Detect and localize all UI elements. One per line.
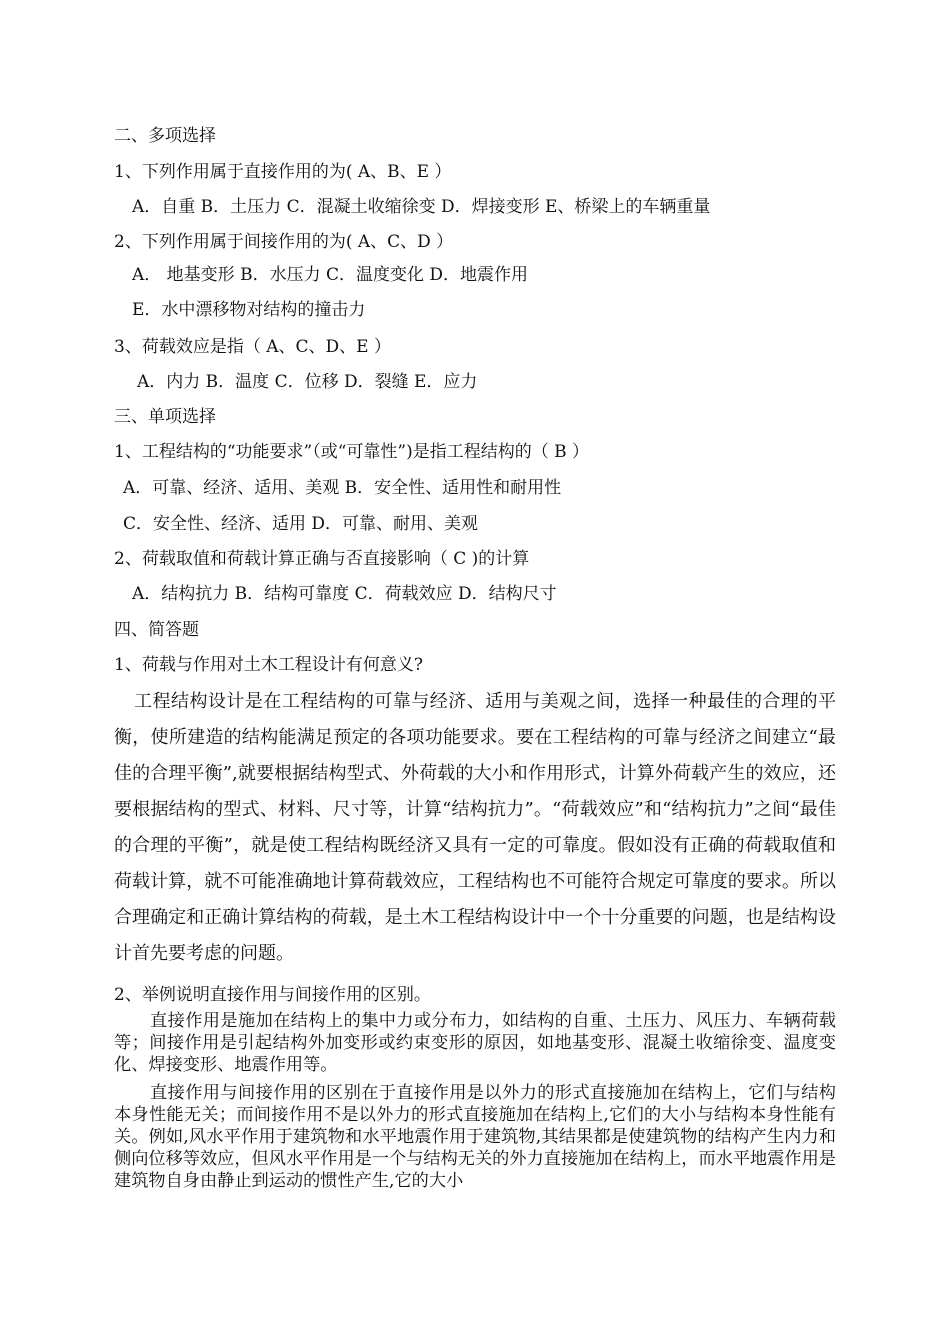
section-heading-single-choice: 三、单项选择 [114,407,216,427]
question-2-multiple: 2、下列作用属于间接作用的为( A、C、D ） [114,232,454,252]
question-1-multiple: 1、下列作用属于直接作用的为( A、B、E ） [114,162,452,182]
question-1-single-options-ab: A．可靠、经济、适用、美观 B．安全性、适用性和耐用性 [123,478,562,498]
question-2-options: A． 地基变形 B．水压力 C．温度变化 D．地震作用 [132,265,529,285]
question-3-options: A．内力 B．温度 C．位移 D．裂缝 E．应力 [137,372,478,392]
question-2-option-e: E．水中漂移物对结构的撞击力 [132,300,366,320]
question-3-multiple: 3、荷载效应是指（ A、C、D、E ） [114,337,391,357]
section-heading-short-answer: 四、简答题 [114,620,199,640]
question-2-single: 2、荷载取值和荷载计算正确与否直接影响（ C )的计算 [114,549,530,569]
short-answer-question-1: 1、荷载与作用对土木工程设计有何意义? [114,655,423,675]
short-answer-question-2: 2、举例说明直接作用与间接作用的区别。 [114,985,431,1005]
section-heading-multiple-choice: 二、多项选择 [114,126,216,146]
answer-2-paragraph-2: 直接作用与间接作用的区别在于直接作用是以外力的形式直接施加在结构上，它们与结构本身性能无关；而间接作用不是以外力的形式直接施加在结构上,它们的大小与结构本身性能有关。例如,风水平作用于建筑物和水平地震作用于建筑物,其结果都是使建筑物的结构产生内力和侧向位移等效应，但风水平作用是一个与结构无关的外力直接施加在结构上，而水平地震作用是建筑物自身由静止到运动的惯性产生,它的大小 [114,1083,836,1191]
question-1-single-options-cd: C．安全性、经济、适用 D．可靠、耐用、美观 [123,514,479,534]
question-1-options: A．自重 B．土压力 C．混凝土收缩徐变 D．焊接变形 E、桥梁上的车辆重量 [132,197,711,217]
answer-2-paragraph-1: 直接作用是施加在结构上的集中力或分布力，如结构的自重、土压力、风压力、车辆荷载等；间接作用是引起结构外加变形或约束变形的原因，如地基变形、混凝土收缩徐变、温度变化、焊接变形、地震作用等。 [114,1011,836,1075]
question-1-single: 1、工程结构的“功能要求”（或“可靠性”)是指工程结构的（ B ） [114,442,590,462]
answer-1-paragraph: 工程结构设计是在工程结构的可靠与经济、适用与美观之间，选择一种最佳的合理的平衡，使所建造的结构能满足预定的各项功能要求。要在工程结构的可靠与经济之间建立“最佳的合理平衡”,就要根据结构型式、外荷载的大小和作用形式，计算外荷载产生的效应，还要根据结构的型式、材料、尺寸等，计算“结构抗力”。“荷载效应”和“结构抗力”之间“最佳的合理的平衡”，就是使工程结构既经济又具有一定的可靠度。假如没有正确的荷载取值和荷载计算，就不可能准确地计算荷载效应，工程结构也不可能符合规定可靠度的要求。所以合理确定和正确计算结构的荷载，是土木工程结构设计中一个十分重要的问题，也是结构设计首先要考虑的问题。 [114,691,836,964]
question-2-single-options: A．结构抗力 B．结构可靠度 C．荷载效应 D．结构尺寸 [132,584,557,604]
